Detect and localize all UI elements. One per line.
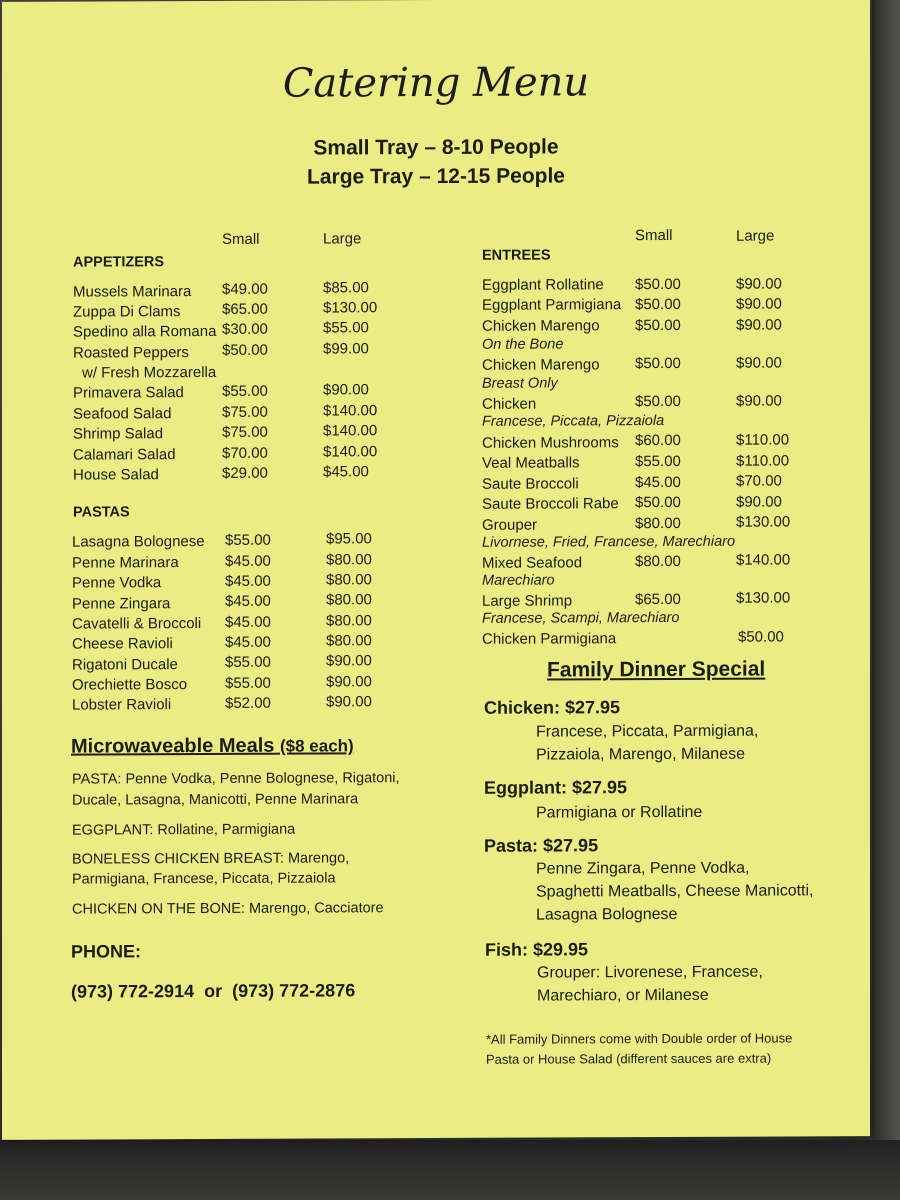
menu-item-large-price: $55.00 (323, 319, 369, 337)
large-column-header: Large (323, 230, 362, 248)
menu-item-small-price: $55.00 (222, 382, 268, 400)
menu-item-name: Orechiette Bosco (72, 676, 188, 694)
menu-item-large-price: $80.00 (326, 551, 372, 569)
menu-item-small-price: $50.00 (635, 354, 681, 373)
menu-item-large-price: $140.00 (736, 551, 791, 569)
menu-item-small-price: $70.00 (222, 444, 268, 462)
microwave-line: Ducale, Lasagna, Manicotti, Penne Marinara (72, 791, 359, 809)
menu-item-name: Shrimp Salad (73, 425, 164, 443)
family-group-line: Parmigiana or Rollatine (536, 803, 703, 822)
menu-item-note: Livornese, Fried, Francese, Marechiaro (482, 533, 736, 551)
menu-item-large-price: $130.00 (736, 589, 791, 607)
menu-item-large-price: $90.00 (736, 354, 782, 372)
family-group-line: Lasagna Bolognese (536, 905, 678, 924)
microwave-line: EGGPLANT: Rollatine, Parmigiana (72, 821, 296, 839)
family-group-line: Marechiaro, or Milanese (537, 986, 709, 1005)
family-group-line: Spaghetti Meatballs, Cheese Manicotti, (536, 882, 814, 901)
phone-label: PHONE: (71, 941, 142, 962)
menu-item-small-price: $50.00 (635, 275, 681, 294)
table-surface-edge (872, 0, 900, 1140)
menu-item-name: Penne Marinara (72, 554, 179, 572)
menu-item-name: Chicken Marengo (482, 317, 600, 335)
menu-item-large-price: $90.00 (736, 275, 782, 293)
menu-item-small-price: $45.00 (225, 633, 271, 651)
menu-item-name: Chicken (482, 395, 537, 413)
menu-sheet (2, 0, 870, 1140)
menu-item-large-price: $90.00 (736, 392, 782, 410)
menu-item-name: Saute Broccoli (482, 475, 579, 493)
menu-item-large-price: $85.00 (323, 279, 369, 297)
family-group-head: Pasta: $27.95 (484, 835, 599, 856)
menu-item-name: Lobster Ravioli (72, 696, 172, 714)
microwaveable-title (71, 734, 354, 758)
menu-item-large-price: $80.00 (326, 612, 372, 630)
menu-item-large-price: $80.00 (326, 571, 372, 589)
menu-item-large-price: $50.00 (738, 628, 784, 646)
small-column-header: Small (635, 226, 673, 245)
menu-item-large-price: $130.00 (736, 513, 791, 531)
menu-item-name: Cavatelli & Broccoli (72, 615, 202, 633)
menu-item-small-price: $45.00 (225, 613, 271, 631)
menu-item-small-price: $45.00 (225, 572, 271, 590)
menu-item-small-price: $80.00 (635, 552, 681, 571)
menu-item-small-price: $52.00 (225, 694, 271, 712)
menu-item-large-price: $99.00 (323, 340, 369, 358)
menu-item-large-price: $90.00 (326, 652, 372, 670)
menu-item-note: Marechiaro (482, 572, 555, 589)
menu-item-large-price: $140.00 (323, 422, 378, 440)
phone-number-1[interactable]: (973) 772-2914 (71, 981, 195, 1002)
menu-item-name: Penne Vodka (72, 574, 162, 592)
menu-item-note: w/ Fresh Mozzarella (82, 363, 217, 382)
menu-item-name: Mussels Marinara (73, 283, 192, 301)
small-column-header: Small (222, 230, 260, 248)
entrees-heading: ENTREES (482, 247, 551, 264)
menu-item-small-price: $55.00 (225, 653, 271, 671)
pastas-heading: PASTAS (73, 504, 130, 521)
phone-or: or (204, 980, 223, 1002)
phone-number-2[interactable]: (973) 772-2876 (232, 980, 356, 1001)
menu-item-name: Primavera Salad (73, 384, 184, 402)
menu-item-note: Francese, Piccata, Pizzaiola (482, 413, 665, 430)
phone-numbers (71, 980, 355, 1002)
menu-item-name: Mixed Seafood (482, 554, 583, 572)
menu-item-small-price: $65.00 (222, 300, 268, 318)
menu-item-name: Roasted Peppers (73, 344, 189, 362)
menu-item-large-price: $90.00 (326, 673, 372, 691)
menu-item-large-price: $80.00 (326, 632, 372, 650)
menu-item-name: Chicken Parmigiana (482, 630, 617, 648)
family-group-head: Eggplant: $27.95 (484, 777, 628, 798)
microwaveable-title-text: Microwaveable Meals (71, 734, 275, 758)
menu-item-name: Saute Broccoli Rabe (482, 495, 619, 513)
menu-item-small-price: $80.00 (635, 514, 681, 533)
menu-item-name: Zuppa Di Clams (73, 303, 181, 321)
menu-item-name: House Salad (73, 466, 159, 484)
menu-item-large-price: $80.00 (326, 591, 372, 609)
microwave-line: CHICKEN ON THE BONE: Marengo, Cacciatore (72, 900, 384, 918)
menu-item-large-price: $90.00 (326, 693, 372, 711)
family-group-line: Francese, Piccata, Parmigiana, (536, 722, 759, 741)
family-group-head: Chicken: $27.95 (484, 697, 621, 718)
menu-item-small-price: $75.00 (222, 423, 268, 441)
menu-item-name: Spedino alla Romana (73, 322, 217, 341)
menu-item-name: Chicken Marengo (482, 356, 600, 374)
menu-item-large-price: $70.00 (736, 472, 782, 490)
small-tray-info: Small Tray – 8-10 People (313, 135, 559, 160)
menu-item-name: Eggplant Rollatine (482, 276, 604, 294)
menu-item-large-price: $140.00 (323, 443, 378, 461)
menu-item-large-price: $140.00 (323, 402, 378, 420)
menu-item-note: Breast Only (482, 375, 558, 392)
microwave-line: Parmigiana, Francese, Piccata, Pizzaiola (72, 870, 336, 888)
menu-item-name: Veal Meatballs (482, 454, 580, 472)
menu-item-name: Grouper (482, 516, 538, 534)
menu-item-small-price: $55.00 (225, 531, 271, 549)
menu-item-small-price: $50.00 (222, 341, 268, 359)
menu-item-small-price: $75.00 (222, 403, 268, 421)
menu-item-large-price: $90.00 (323, 381, 369, 399)
menu-item-name: Lasagna Bolognese (72, 533, 205, 551)
menu-item-name: Eggplant Parmigiana (482, 296, 622, 314)
menu-item-large-price: $45.00 (323, 463, 369, 481)
menu-item-name: Chicken Mushrooms (482, 434, 619, 452)
menu-item-note: Francese, Scampi, Marechiaro (482, 609, 680, 627)
menu-item-note: On the Bone (482, 336, 564, 353)
microwave-line: PASTA: Penne Vodka, Penne Bolognese, Rigatoni, (72, 770, 400, 788)
menu-item-small-price: $55.00 (635, 452, 681, 471)
family-group-line: Penne Zingara, Penne Vodka, (536, 859, 750, 878)
menu-item-large-price: $90.00 (736, 493, 782, 511)
menu-item-small-price: $65.00 (635, 590, 681, 609)
family-group-head: Fish: $29.95 (485, 939, 589, 960)
family-group-line: Grouper: Livorenese, Francese, (537, 963, 763, 982)
menu-item-small-price: $45.00 (225, 592, 271, 610)
menu-item-large-price: $90.00 (736, 316, 782, 334)
menu-item-small-price: $29.00 (222, 464, 268, 482)
menu-item-name: Large Shrimp (482, 592, 573, 610)
family-footnote: Pasta or House Salad (different sauces are extra) (486, 1050, 772, 1067)
microwave-line: BONELESS CHICKEN BREAST: Marengo, (72, 850, 350, 868)
menu-item-name: Calamari Salad (73, 446, 176, 464)
menu-item-large-price: $110.00 (736, 452, 790, 470)
family-group-line: Pizzaiola, Marengo, Milanese (536, 745, 745, 764)
menu-item-small-price: $55.00 (225, 674, 271, 692)
menu-item-small-price: $50.00 (635, 493, 681, 512)
menu-item-small-price: $50.00 (635, 295, 681, 314)
menu-item-small-price: $30.00 (222, 320, 268, 338)
family-dinner-title: Family Dinner Special (547, 657, 766, 682)
microwaveable-price: ($8 each) (280, 736, 354, 756)
large-tray-info: Large Tray – 12-15 People (307, 164, 565, 189)
menu-item-name: Penne Zingara (72, 595, 171, 613)
menu-title: Catering Menu (282, 59, 590, 107)
menu-item-small-price: $45.00 (225, 552, 271, 570)
menu-item-large-price: $130.00 (323, 299, 378, 317)
menu-item-small-price: $50.00 (635, 316, 681, 335)
menu-item-small-price: $60.00 (635, 431, 681, 450)
table-surface (0, 1140, 900, 1200)
menu-item-small-price: $45.00 (635, 473, 681, 492)
menu-item-large-price: $90.00 (736, 295, 782, 313)
menu-item-name: Rigatoni Ducale (72, 656, 178, 674)
menu-item-name: Seafood Salad (73, 405, 172, 423)
appetizers-heading: APPETIZERS (73, 254, 165, 271)
large-column-header: Large (736, 227, 775, 245)
family-footnote: *All Family Dinners come with Double order of House (486, 1030, 793, 1047)
menu-item-large-price: $95.00 (326, 530, 372, 548)
menu-item-name: Cheese Ravioli (72, 635, 173, 653)
menu-item-small-price: $50.00 (635, 392, 681, 411)
menu-item-large-price: $110.00 (736, 431, 790, 449)
menu-item-small-price: $49.00 (222, 280, 268, 298)
